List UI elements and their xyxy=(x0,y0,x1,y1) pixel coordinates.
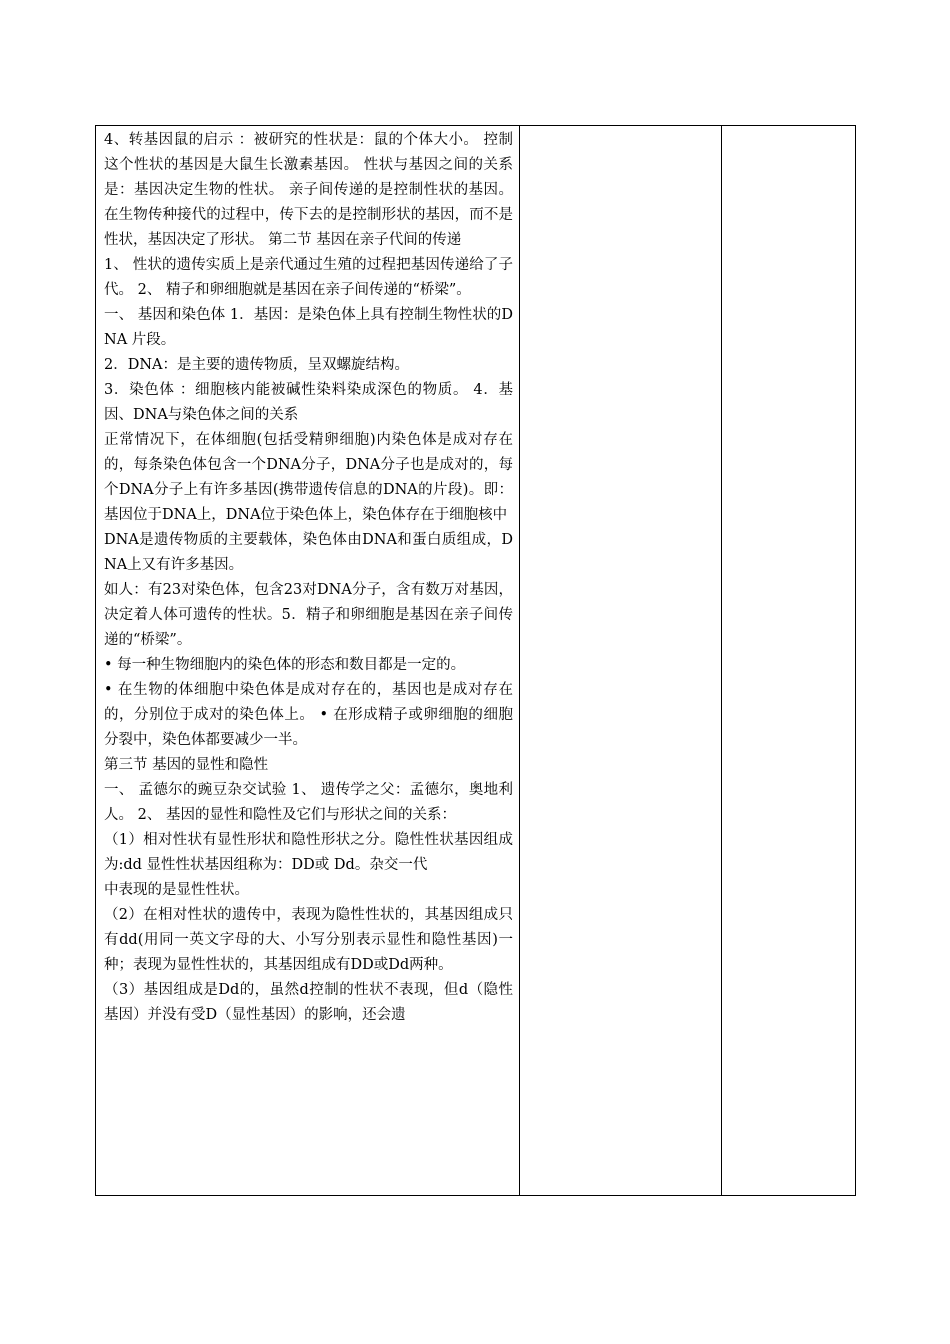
paragraph: 2．DNA：是主要的遗传物质，呈双螺旋结构。 xyxy=(104,357,410,373)
paragraph: 1、 性状的遗传实质上是亲代通过生殖的过程把基因传递给了子代。 2、 精子和卵细胞就是基因在亲子间传递的“桥梁”。 xyxy=(104,257,513,298)
paragraph: 正常情况下，在体细胞(包括受精卵细胞)内染色体是成对存在的，每条染色体包含一个DNA分子，DNA分子也是成对的，每个DNA分子上有许多基因(携带遗传信息的DNA的片段)。即：基因位于DNA上，DNA位于染色体上，染色体存在于细胞核中 xyxy=(104,432,513,523)
empty-column-2 xyxy=(520,126,722,1195)
paragraph: • 在生物的体细胞中染色体是成对存在的，基因也是成对存在的，分别位于成对的染色体上。 • 在形成精子或卵细胞的细胞分裂中，染色体都要减少一半。 xyxy=(104,682,513,748)
document-table xyxy=(95,125,856,1196)
paragraph: 如人：有23对染色体，包含23对DNA分子，含有数万对基因，决定着人体可遗传的性状。5．精子和卵细胞是基因在亲子间传递的“桥梁”。 xyxy=(104,582,513,648)
paragraph: 一、 基因和染色体 1．基因：是染色体上具有控制生物性状的DNA 片段。 xyxy=(104,307,513,348)
paragraph: （1）相对性状有显性形状和隐性形状之分。隐性性状基因组成为:dd 显性性状基因组称为：DD或 Dd。杂交一代 xyxy=(104,832,513,873)
content-column xyxy=(96,126,520,1195)
empty-column-3 xyxy=(722,126,855,1195)
paragraph: 4、转基因鼠的启示 ：被研究的性状是：鼠的个体大小。 控制这个性状的基因是大鼠生长激素基因。 性状与基因之间的关系是：基因决定生物的性状。 亲子间传递的是控制性状的基因。 在生物传种接代的过程中，传下去的是控制形状的基因，而不是性状，基因决定了形状。 第二节 基因在亲子代间的传递 xyxy=(104,132,518,248)
paragraph: • 每一种生物细胞内的染色体的形态和数目都是一定的。 xyxy=(104,657,466,673)
paragraph: DNA是遗传物质的主要载体，染色体由DNA和蛋白质组成，DNA上又有许多基因。 xyxy=(104,532,513,573)
paragraph: 3．染色体 ：细胞核内能被碱性染料染成深色的物质。 4．基因、DNA与染色体之间的关系 xyxy=(104,382,513,423)
section-heading: 第三节 基因的显性和隐性 xyxy=(104,757,269,773)
paragraph: （3）基因组成是Dd的，虽然d控制的性状不表现，但d（隐性基因）并没有受D（显性基因）的影响，还会遗 xyxy=(104,982,513,1023)
paragraph: 一、 孟德尔的豌豆杂交试验 1、 遗传学之父：孟德尔，奥地利人。 2、 基因的显性和隐性及它们与形状之间的关系： xyxy=(104,782,513,823)
paragraph: 中表现的是显性性状。 xyxy=(104,882,249,898)
paragraph: （2）在相对性状的遗传中，表现为隐性性状的，其基因组成只有dd(用同一英文字母的大、小写分别表示显性和隐性基因)一种；表现为显性性状的，其基因组成有DD或Dd两种。 xyxy=(104,907,513,973)
